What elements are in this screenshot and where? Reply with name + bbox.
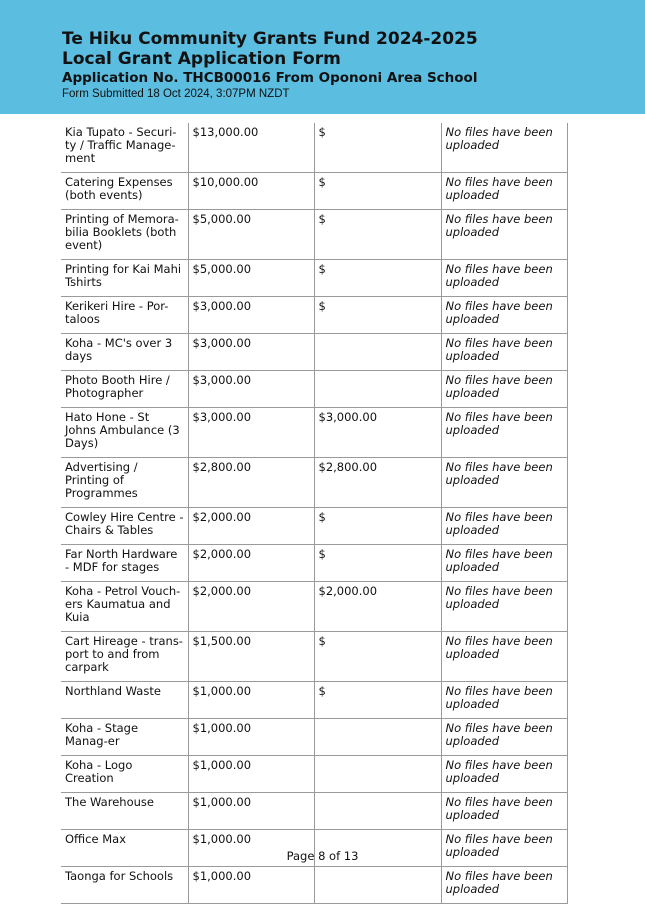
item-cell: Koha - Stage Manag-er	[61, 719, 188, 756]
item-cell: Printing for Kai Mahi Tshirts	[61, 260, 188, 297]
cost-cell: $10,000.00	[188, 173, 314, 210]
table-row	[61, 632, 567, 682]
requested-cell: $	[314, 508, 441, 545]
table-row	[61, 334, 567, 371]
files-cell: No files have been uploaded	[441, 210, 567, 260]
files-cell: No files have been uploaded	[441, 582, 567, 632]
cost-cell: $1,000.00	[188, 682, 314, 719]
budget-table	[61, 123, 568, 904]
cost-cell: $1,000.00	[188, 867, 314, 904]
cost-cell: $3,000.00	[188, 297, 314, 334]
requested-cell: $	[314, 173, 441, 210]
page-number: Page 8 of 13	[286, 849, 359, 863]
item-cell: Photo Booth Hire / Photographer	[61, 371, 188, 408]
cost-cell: $3,000.00	[188, 334, 314, 371]
form-title-line-1: Te Hiku Community Grants Fund 2024-2025	[62, 29, 478, 49]
requested-cell: $	[314, 210, 441, 260]
item-cell: The Warehouse	[61, 793, 188, 830]
item-cell: Kia Tupato - Securi-ty / Traffic Manage-ment	[61, 123, 188, 173]
table-row	[61, 682, 567, 719]
item-cell: Advertising / Printing of Programmes	[61, 458, 188, 508]
requested-cell	[314, 719, 441, 756]
table-row	[61, 458, 567, 508]
files-cell: No files have been uploaded	[441, 173, 567, 210]
requested-cell: $	[314, 632, 441, 682]
files-cell: No files have been uploaded	[441, 371, 567, 408]
item-cell: Koha - MC's over 3 days	[61, 334, 188, 371]
table-row	[61, 297, 567, 334]
requested-cell	[314, 371, 441, 408]
cost-cell: $2,800.00	[188, 458, 314, 508]
budget-table-body	[61, 123, 567, 904]
form-title-line-2: Local Grant Application Form	[62, 49, 341, 69]
files-cell: No files have been uploaded	[441, 793, 567, 830]
table-row	[61, 793, 567, 830]
files-cell: No files have been uploaded	[441, 408, 567, 458]
files-cell: No files have been uploaded	[441, 123, 567, 173]
files-cell: No files have been uploaded	[441, 508, 567, 545]
requested-cell	[314, 793, 441, 830]
page-header	[0, 0, 645, 114]
table-row	[61, 756, 567, 793]
table-row	[61, 582, 567, 632]
files-cell: No files have been uploaded	[441, 632, 567, 682]
table-row	[61, 173, 567, 210]
cost-cell: $1,000.00	[188, 756, 314, 793]
cost-cell: $2,000.00	[188, 582, 314, 632]
files-cell: No files have been uploaded	[441, 545, 567, 582]
item-cell: Office Max	[61, 830, 188, 867]
requested-cell: $	[314, 682, 441, 719]
requested-cell	[314, 334, 441, 371]
files-cell: No files have been uploaded	[441, 682, 567, 719]
submission-date: Form Submitted 18 Oct 2024, 3:07PM NZDT	[62, 88, 290, 100]
cost-cell: $1,500.00	[188, 632, 314, 682]
table-row	[61, 371, 567, 408]
files-cell: No files have been uploaded	[441, 260, 567, 297]
cost-cell: $13,000.00	[188, 123, 314, 173]
requested-cell: $	[314, 123, 441, 173]
requested-cell: $	[314, 545, 441, 582]
requested-cell	[314, 867, 441, 904]
cost-cell: $1,000.00	[188, 830, 314, 867]
requested-cell: $2,800.00	[314, 458, 441, 508]
requested-cell: $	[314, 260, 441, 297]
requested-cell: $	[314, 297, 441, 334]
item-cell: Koha - Logo Creation	[61, 756, 188, 793]
table-row	[61, 719, 567, 756]
files-cell: No files have been uploaded	[441, 719, 567, 756]
item-cell: Northland Waste	[61, 682, 188, 719]
table-row	[61, 867, 567, 904]
cost-cell: $5,000.00	[188, 210, 314, 260]
table-row	[61, 408, 567, 458]
requested-cell	[314, 756, 441, 793]
item-cell: Catering Expenses (both events)	[61, 173, 188, 210]
cost-cell: $2,000.00	[188, 508, 314, 545]
cost-cell: $2,000.00	[188, 545, 314, 582]
application-number: Application No. THCB00016 From Opononi Area School	[62, 70, 478, 86]
table-row	[61, 210, 567, 260]
table-row	[61, 260, 567, 297]
cost-cell: $1,000.00	[188, 793, 314, 830]
files-cell: No files have been uploaded	[441, 334, 567, 371]
files-cell: No files have been uploaded	[441, 458, 567, 508]
table-row	[61, 545, 567, 582]
requested-cell: $3,000.00	[314, 408, 441, 458]
cost-cell: $3,000.00	[188, 371, 314, 408]
item-cell: Cowley Hire Centre - Chairs & Tables	[61, 508, 188, 545]
requested-cell: $2,000.00	[314, 582, 441, 632]
item-cell: Cart Hireage - trans-port to and from carpark	[61, 632, 188, 682]
files-cell: No files have been uploaded	[441, 297, 567, 334]
item-cell: Koha - Petrol Vouch-ers Kaumatua and Kuia	[61, 582, 188, 632]
item-cell: Kerikeri Hire - Por-taloos	[61, 297, 188, 334]
table-row	[61, 508, 567, 545]
cost-cell: $1,000.00	[188, 719, 314, 756]
item-cell: Printing of Memora-bilia Booklets (both event)	[61, 210, 188, 260]
cost-cell: $5,000.00	[188, 260, 314, 297]
table-row	[61, 123, 567, 173]
item-cell: Taonga for Schools	[61, 867, 188, 904]
item-cell: Hato Hone - St Johns Ambulance (3 Days)	[61, 408, 188, 458]
files-cell: No files have been uploaded	[441, 867, 567, 904]
cost-cell: $3,000.00	[188, 408, 314, 458]
files-cell: No files have been uploaded	[441, 830, 567, 867]
item-cell: Far North Hardware - MDF for stages	[61, 545, 188, 582]
files-cell: No files have been uploaded	[441, 756, 567, 793]
